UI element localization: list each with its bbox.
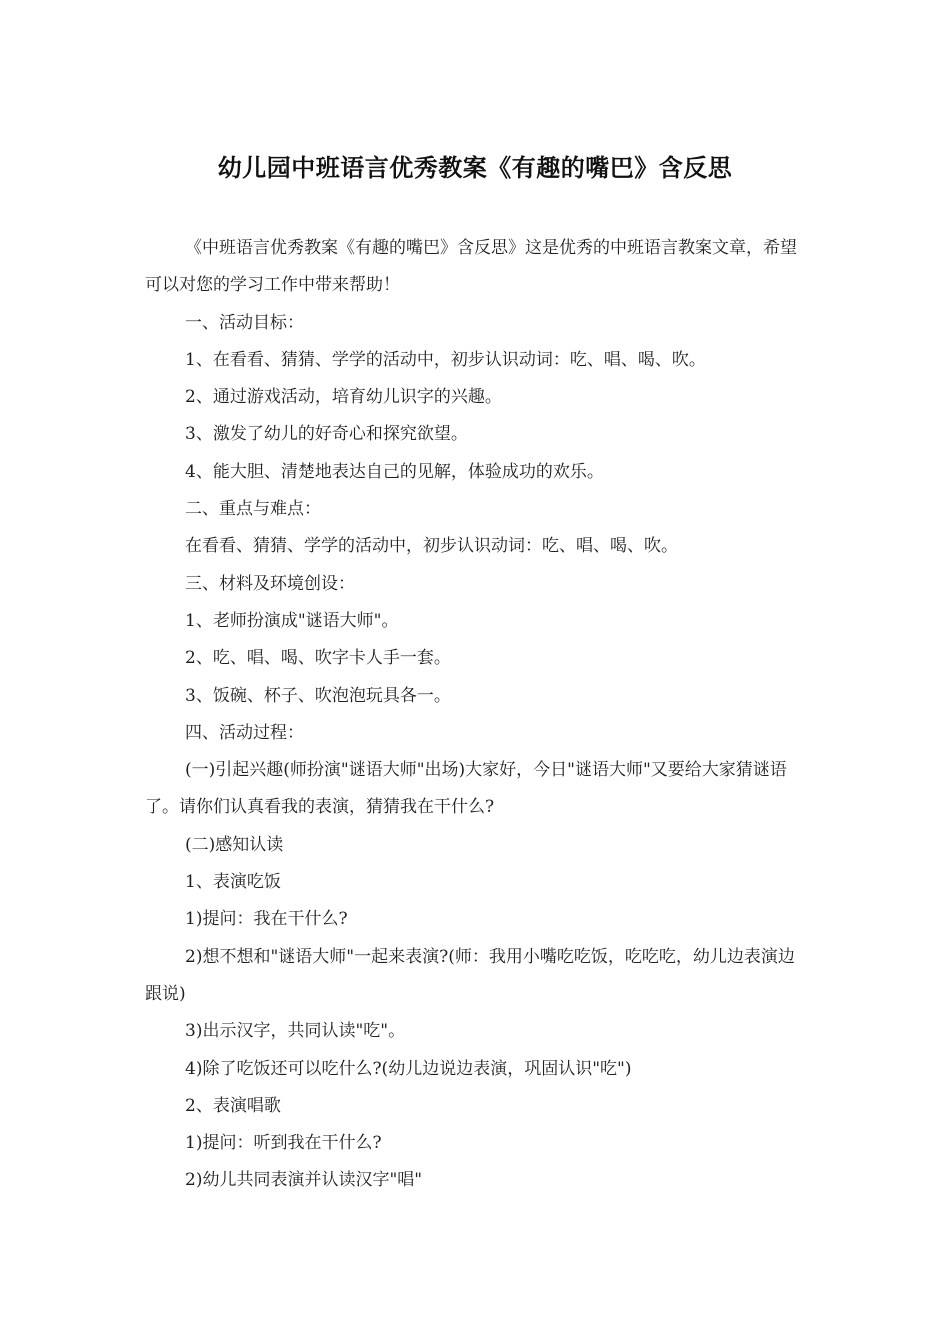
- list-item: 3、饭碗、杯子、吹泡泡玩具各一。: [185, 685, 451, 706]
- heading-activity-goals: 一、活动目标：: [185, 312, 304, 333]
- list-item: 2、吃、唱、喝、吹字卡人手一套。: [185, 648, 451, 669]
- heading-key-points: 二、重点与难点：: [185, 499, 321, 520]
- paragraph: (一)引起兴趣(师扮演"谜语大师"出场)大家好，今日"谜语大师"又要给大家猜谜语了。请你们认真看我的表演，猜猜我在干什么?: [145, 760, 787, 818]
- list-item: 1、老师扮演成"谜语大师"。: [185, 610, 399, 631]
- document-body: [145, 230, 797, 1200]
- list-item: 4)除了吃饭还可以吃什么?(幼儿边说边表演，巩固认识"吃"): [185, 1058, 632, 1079]
- list-item: 1、表演吃饭: [185, 872, 281, 893]
- list-item: 2、表演唱歌: [185, 1095, 281, 1116]
- heading-materials: 三、材料及环境创设：: [185, 573, 355, 594]
- list-item: 3)出示汉字，共同认读"吃"。: [185, 1021, 406, 1042]
- list-item: 1)提问：我在干什么?: [185, 909, 348, 930]
- document-title: 幼儿园中班语言优秀教案《有趣的嘴巴》含反思: [217, 154, 733, 182]
- list-item: 4、能大胆、清楚地表达自己的见解，体验成功的欢乐。: [185, 461, 604, 482]
- list-item: 2)想不想和"谜语大师"一起来表演?(师：我用小嘴吃吃饭，吃吃吃，幼儿边表演边跟说): [145, 946, 795, 1004]
- list-item: 2)幼儿共同表演并认读汉字"唱": [185, 1170, 423, 1191]
- paragraph: 在看看、猜猜、学学的活动中，初步认识动词：吃、唱、喝、吹。: [185, 536, 678, 557]
- list-item: 2、通过游戏活动，培育幼儿识字的兴趣。: [185, 387, 502, 408]
- heading-activity-process: 四、活动过程：: [185, 722, 304, 743]
- list-item: 1、在看看、猜猜、学学的活动中，初步认识动词：吃、唱、喝、吹。: [185, 349, 706, 370]
- paragraph-intro: 《中班语言优秀教案《有趣的嘴巴》含反思》这是优秀的中班语言教案文章，希望可以对您的学习工作中带来帮助！: [145, 238, 797, 296]
- list-item: 1)提问：听到我在干什么?: [185, 1133, 382, 1154]
- subheading: (二)感知认读: [185, 834, 284, 855]
- list-item: 3、激发了幼儿的好奇心和探究欲望。: [185, 424, 468, 445]
